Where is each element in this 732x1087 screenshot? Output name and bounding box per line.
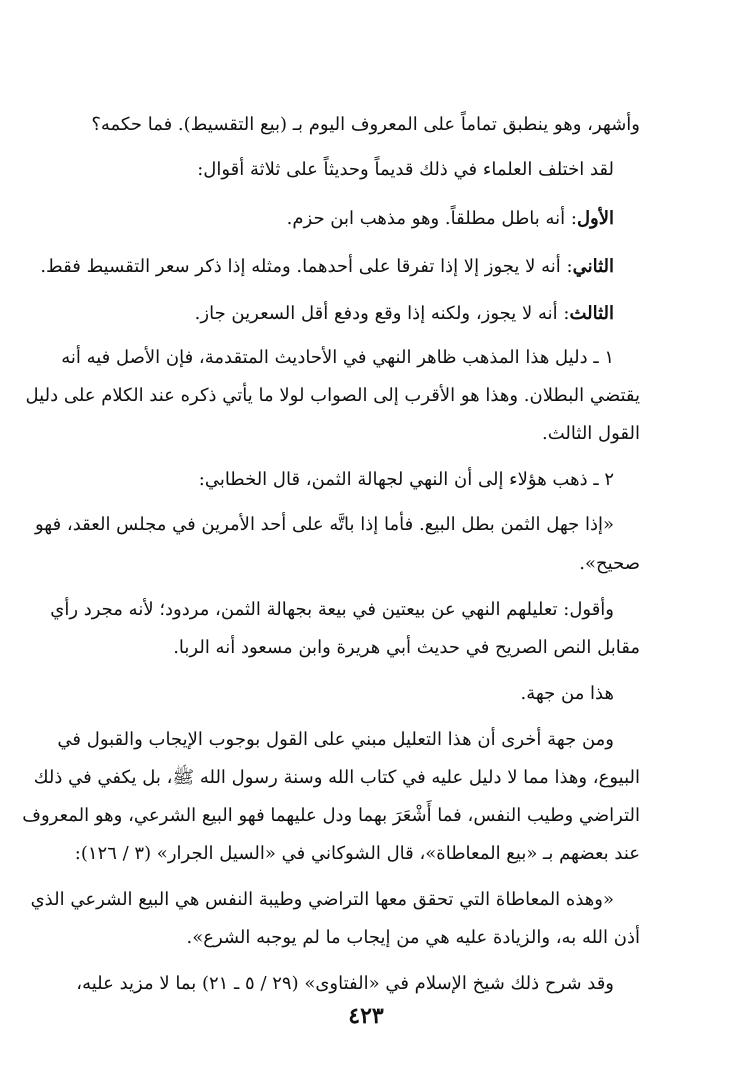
paragraph-line: البيوع، وهذا مما لا دليل عليه في كتاب الله وسنة رسول الله ﷺ، بل يكفي في ذلك bbox=[33, 767, 640, 788]
opinion-label: الثالث bbox=[569, 303, 614, 324]
quote-line: أذن الله به، والزيادة عليه هي من إيجاب ما لم يوجبه الشرع». bbox=[186, 927, 640, 948]
paragraph-line: وأقول: تعليلهم النهي عن بيعتين في بيعة بجهالة الثمن، مردود؛ لأنه مجرد رأي bbox=[50, 599, 614, 620]
paragraph-line: لقد اختلف العلماء في ذلك قديماً وحديثاً على ثلاثة أقوال: bbox=[197, 159, 614, 180]
paragraph-line: يقتضي البطلان. وهذا هو الأقرب إلى الصواب لولا ما يأتي ذكره عند الكلام على دليل bbox=[25, 385, 640, 406]
quote-line: «إذا جهل الثمن بطل البيع. فأما إذا باتَّه على أحد الأمرين في مجلس العقد، فهو bbox=[35, 514, 614, 535]
opinion-third bbox=[118, 296, 640, 331]
paragraph-line: وقد شرح ذلك شيخ الإسلام في «الفتاوى» (٢٩ / ٥ ـ ٢١) بما لا مزيد عليه، bbox=[76, 973, 614, 994]
paragraph-line: ٢ ـ ذهب هؤلاء إلى أن النهي لجهالة الثمن، قال الخطابي: bbox=[198, 469, 614, 490]
opinion-text: : أنه باطل مطلقاً. وهو مذهب ابن حزم. bbox=[286, 208, 577, 229]
opinion-second bbox=[40, 249, 640, 284]
opinion-label: الأول bbox=[576, 208, 614, 229]
paragraph-line: التراضي وطيب النفس، فما أَشْعَرَ بهما ودل عليهما فهو البيع الشرعي، وهو المعروف bbox=[22, 805, 640, 826]
paragraph-line: ١ ـ دليل هذا المذهب ظاهر النهي في الأحاديث المتقدمة، فإن الأصل فيه أنه bbox=[61, 347, 614, 368]
page-number: ٤٢٣ bbox=[348, 1003, 384, 1029]
opinion-text: : أنه لا يجوز إلا إذا تفرقا على أحدهما. ومثله إذا ذكر سعر التقسيط فقط. bbox=[40, 256, 573, 277]
quote-line: «وهذه المعاطاة التي تحقق معها التراضي وطيبة النفس هي البيع الشرعي الذي bbox=[30, 889, 614, 910]
opinion-label: الثاني bbox=[572, 256, 614, 277]
quote-line: صحيح». bbox=[579, 553, 640, 574]
opinion-text: : أنه لا يجوز، ولكنه إذا وقع ودفع أقل السعرين جاز. bbox=[194, 303, 570, 324]
paragraph-line: وأشهر، وهو ينطبق تماماً على المعروف اليوم بـ (بيع التقسيط). فما حكمه؟ bbox=[91, 114, 640, 135]
paragraph-line: مقابل النص الصريح في حديث أبي هريرة وابن مسعود أنه الربا. bbox=[173, 637, 640, 658]
paragraph-line: القول الثالث. bbox=[542, 423, 640, 444]
paragraph-line: ومن جهة أخرى أن هذا التعليل مبني على القول بوجوب الإيجاب والقبول في bbox=[57, 729, 614, 750]
paragraph-line: هذا من جهة. bbox=[520, 683, 614, 704]
opinion-first bbox=[118, 201, 640, 236]
paragraph-line: عند بعضهم بـ «بيع المعاطاة»، قال الشوكاني في «السيل الجرار» (٣ / ١٢٦): bbox=[74, 843, 640, 864]
